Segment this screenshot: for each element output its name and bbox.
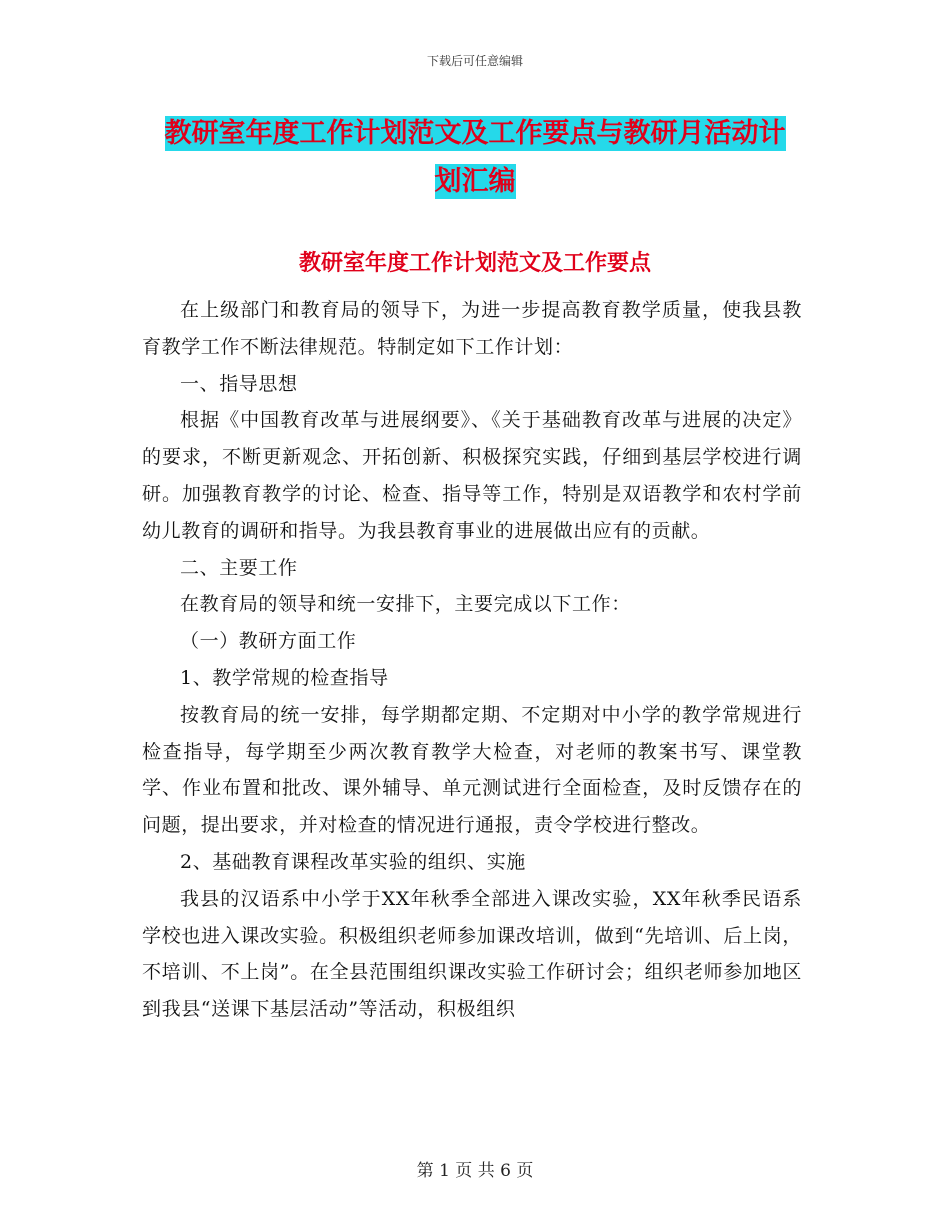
paragraph: 我县的汉语系中小学于XX年秋季全部进入课改实验，XX年秋季民语系学校也进入课改实验。积极组织老师参加课改培训，做到“先培训、后上岗，不培训、不上岗”。在全县范围组织课改实验工作研讨会；组织老师参加地区到我县“送课下基层活动”等活动，积极组织 [142,887,802,1021]
paragraph: 一、指导思想 [180,372,298,395]
paragraph: 1、教学常规的检查指导 [180,666,389,689]
section-title: 教研室年度工作计划范文及工作要点 [298,251,651,276]
paragraph: 二、主要工作 [180,556,298,579]
paragraph: 在教育局的领导和统一安排下，主要完成以下工作： [180,593,631,616]
page-footer: 第 1 页 共 6 页 [416,1161,534,1181]
title-line-2: 划汇编 [434,166,516,197]
paragraph: 根据《中国教育改革与进展纲要》、《关于基础教育改革与进展的决定》的要求，不断更新观念、开拓创新、积极探究实践，仔细到基层学校进行调研。加强教育教学的讨论、检查、指导等工作，特别是双语教学和农村学前幼儿教育的调研和指导。为我县教育事业的进展做出应有的贡献。 [142,409,802,542]
paragraph: 按教育局的统一安排，每学期都定期、不定期对中小学的教学常规进行检查指导，每学期至少两次教育教学大检查，对老师的教案书写、课堂教学、作业布置和批改、课外辅导、单元测试进行全面检查，及时反馈存在的问题，提出要求，并对检查的情况进行通报，责令学校进行整改。 [142,703,802,837]
body-text [142,292,802,1028]
paragraph: 在上级部门和教育局的领导下，为进一步提高教育教学质量，使我县教育教学工作不断法律规范。特制定如下工作计划： [142,299,802,358]
paragraph: （一）教研方面工作 [180,630,357,653]
page-header: 下载后可任意编辑 [426,54,523,68]
document-title [0,110,950,206]
paragraph: 2、基础教育课程改革实验的组织、实施 [180,850,526,873]
title-line-1: 教研室年度工作计划范文及工作要点与教研月活动计 [164,118,786,149]
